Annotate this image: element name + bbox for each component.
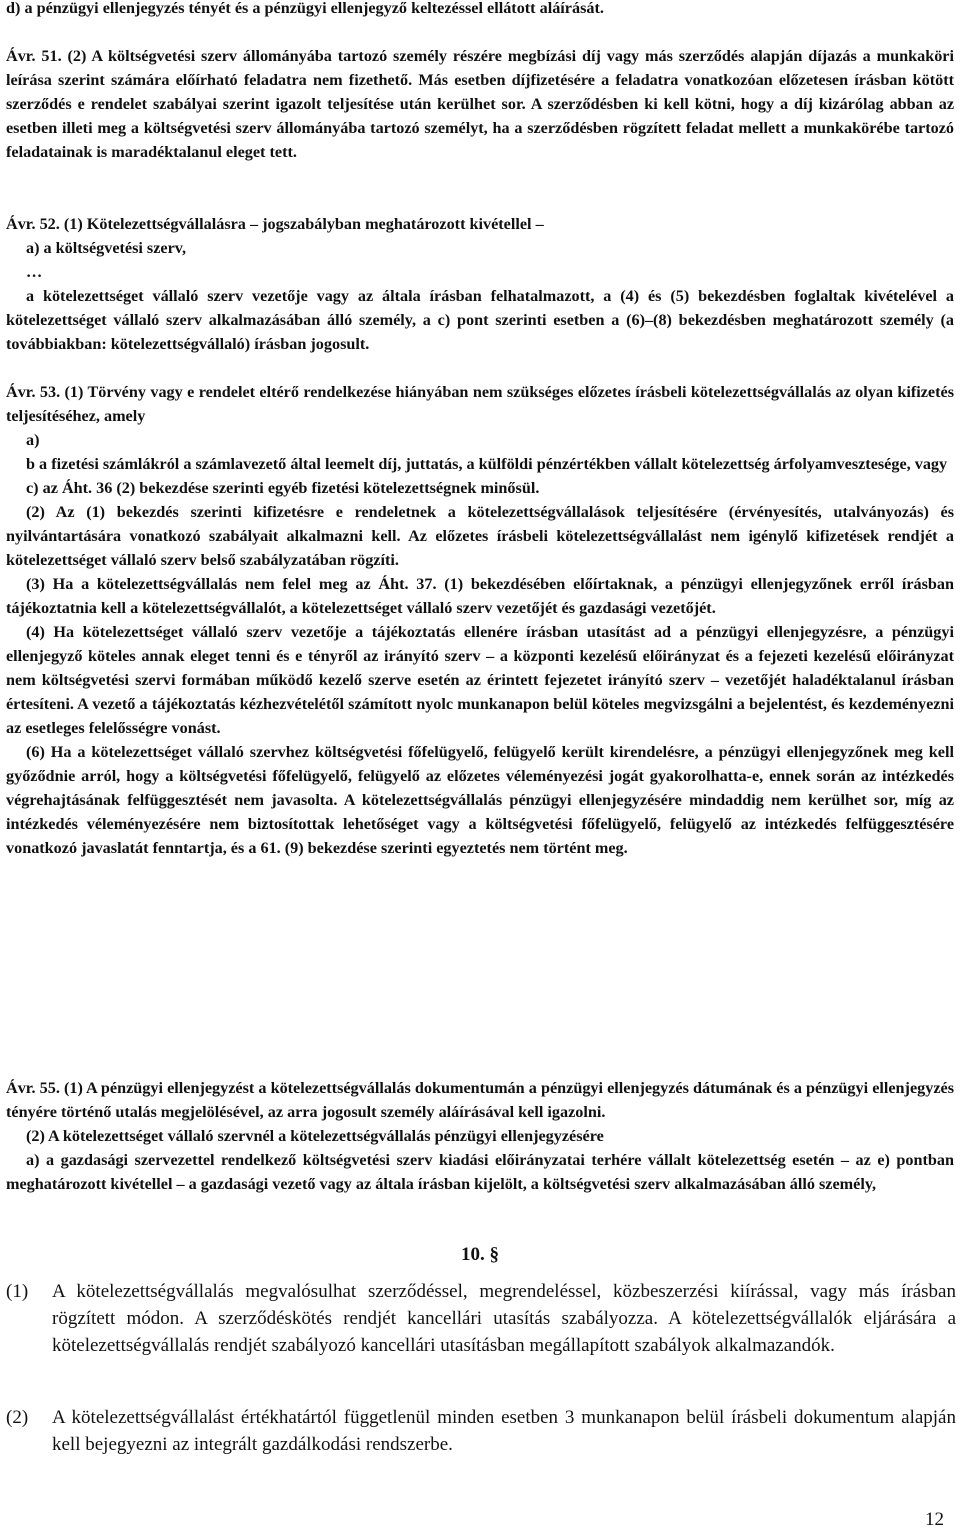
avr53-p2: (2) Az (1) bekezdés szerinti kifizetésre e rendeletnek a kötelezettségvállalások teljesítésére (érvényesítés, utalványozás) és nyilvántartására vonatkozó szabályait alkalmazni kell. Az előzetes írásbeli kötelezettségvállalást nem igénylő kifizetések rendjét a kötelezettséget vállaló szerv belső szabályzatában rögzíti. bbox=[6, 503, 954, 569]
avr52-block bbox=[6, 212, 954, 356]
avr53-p6: (6) Ha a kötelezettséget vállaló szervhez költségvetési főfelügyelő, felügyelő került kirendelésre, a pénzügyi ellenjegyzőnek meg kell győződnie arról, hogy a költségvetési főfelügyelő, felügyelő az előzetes véleményezési jogát gyakorolhatta-e, ennek során az intézkedés végrehajtásának felfüggesztését nem javasolta. A kötelezettségvállalás pénzügyi ellenjegyzésére mindaddig nem kerülhet sor, míg az intézkedés véleményezésére nem biztosítottak lehetőséget vagy a költségvetési főfelügyelő, felügyelő az intézkedés felfüggesztésére vonatkozó javaslatát fenntartja, és a 61. (9) bekezdése szerinti egyeztetés nem történt meg. bbox=[6, 743, 954, 857]
rule-number: (1) bbox=[6, 1281, 29, 1302]
avr52-line2: a) a költségvetési szerv, bbox=[26, 239, 187, 257]
top-line: d) a pénzügyi ellenjegyzés tényét és a pénzügyi ellenjegyző keltezéssel ellátott aláírását. bbox=[6, 0, 604, 17]
avr51-paragraph: Ávr. 51. (2) A költségvetési szerv állományába tartozó személy részére megbízási díj vagy más szerződés alapján díjazás a munkaköri leírása szerint számára előírható feladatra nem fizethető. Más esetben díjfizetésére a feladatra vonatkozóan előzetesen írásban kötött szerződés e rendelet szabályai szerint igazolt teljesítése után kerülhet sor. A szerződésben ki kell kötni, hogy a díj kizárólag abban az esetben illeti meg a költségvetési szerv állományába tartozó személyt, ha a szerződésben rögzített feladat mellett a munkakörébe tartozó feladatainak is maradéktalanul eleget tett. bbox=[6, 47, 954, 161]
avr53-p4: (4) Ha kötelezettséget vállaló szerv vezetője a tájékoztatás ellenére írásban utasítást ad a pénzügyi ellenjegyzésre, a pénzügyi ellenjegyző köteles annak eleget tenni és e tényről az irányító szerv – a központi kezelésű előirányzat és a fejezeti kezelésű előirányzat nem költségvetési szervi formában működő kezelő szerve esetén az érintett fejezetet irányító szerv – vezetőjét haladéktalanul írásban értesíteni. A vezető a tájékoztatás kézhezvételétől számított nyolc munkanapon belül köteles megvizsgálni a bejelentést, és kezdeményezni az esetleges felelősségre vonást. bbox=[6, 623, 954, 737]
rule-text: A kötelezettségvállalás megvalósulhat szerződéssel, megrendeléssel, közbeszerzési kiírással, vagy más írásban rögzített módon. A szerződéskötés rendjét kancellári utasítás szabályozza. A kötelezettségvállalók eljárására a kötelezettségvállalás rendjét szabályozó kancellári utasításban megállapított szabályok alkalmazandók. bbox=[52, 1281, 956, 1356]
section-heading bbox=[0, 1242, 960, 1268]
avr52-line4: a kötelezettséget vállaló szerv vezetője vagy az általa írásban felhatalmazott, a (4) és (5) bekezdésben foglaltak kivételével a kötelezettséget vállaló szerv alkalmazásában álló személy, a c) pont szerinti esetben a (6)–(8) bekezdésben meghatározott személy (a továbbiakban: kötelezettségvállaló) írásban jogosult. bbox=[6, 287, 954, 353]
page-number: 12 bbox=[925, 1509, 944, 1530]
avr53-p3: (3) Ha a kötelezettségvállalás nem felel meg az Áht. 37. (1) bekezdésében előírtaknak, a pénzügyi ellenjegyzőnek erről írásban tájékoztatnia kell a kötelezettségvállalót, a kötelezettséget vállaló szerv vezetőjét és gazdasági vezetőjét. bbox=[6, 575, 954, 617]
section-sign-icon: § bbox=[489, 1244, 499, 1265]
avr53-line4: c) az Áht. 36 (2) bekezdése szerinti egyéb fizetési kötelezettségnek minősül. bbox=[26, 479, 540, 497]
avr55-p2: (2) A kötelezettséget vállaló szervnél a kötelezettségvállalás pénzügyi ellenjegyzésére bbox=[26, 1127, 604, 1145]
rule-text: A kötelezettségvállalást értékhatártól függetlenül minden esetben 3 munkanapon belül írásbeli dokumentum alapján kell bejegyezni az integrált gazdálkodási rendszerbe. bbox=[52, 1407, 956, 1455]
avr52-line3: … bbox=[26, 263, 43, 281]
avr55-block bbox=[6, 1076, 954, 1196]
avr51-block bbox=[6, 44, 954, 164]
rule-number: (2) bbox=[6, 1407, 29, 1428]
avr52-line1: Ávr. 52. (1) Kötelezettségvállalásra – jogszabályban meghatározott kivétellel – bbox=[6, 215, 544, 233]
top-line-block bbox=[6, 0, 954, 20]
rule-item bbox=[6, 1404, 956, 1458]
avr53-line1: Ávr. 53. (1) Törvény vagy e rendelet eltérő rendelkezése hiányában nem szükséges előzetes írásbeli kötelezettségvállalás az olyan kifizetés teljesítéséhez, amely bbox=[6, 383, 954, 425]
section-number: 10. bbox=[461, 1244, 485, 1265]
rule-item bbox=[6, 1278, 956, 1359]
avr53-block bbox=[6, 380, 954, 860]
avr53-line3: b a fizetési számlákról a számlavezető által leemelt díj, juttatás, a külföldi pénzértékben vállalt kötelezettség árfolyamvesztesége, vagy bbox=[26, 455, 948, 473]
avr55-p3: a) a gazdasági szervezettel rendelkező költségvetési szerv kiadási előirányzatai terhére vállalt kötelezettség esetén – az e) pontban meghatározott kivétellel – a gazdasági vezető vagy az általa írásban kijelölt, a költségvetési szerv alkalmazásában álló személy, bbox=[6, 1151, 954, 1193]
avr55-p1: Ávr. 55. (1) A pénzügyi ellenjegyzést a kötelezettségvállalás dokumentumán a pénzügyi ellenjegyzés dátumának és a pénzügyi ellenjegyzés tényére történő utalás megjelölésével, az arra jogosult személy aláírásával kell igazolni. bbox=[6, 1079, 954, 1121]
avr53-line2: a) bbox=[26, 431, 40, 449]
